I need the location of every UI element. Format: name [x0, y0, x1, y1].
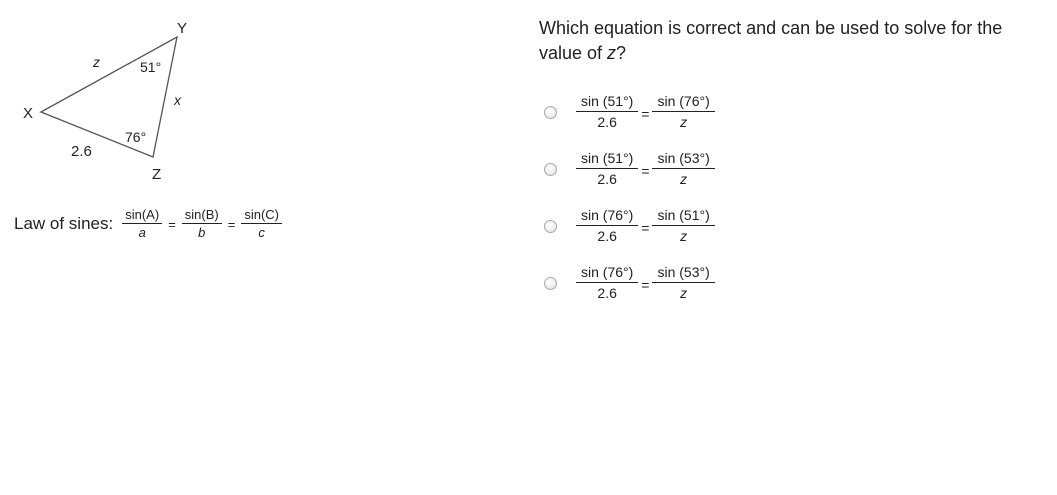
option-left-numerator: sin (76°): [576, 207, 638, 226]
option-left-fraction: [576, 93, 638, 131]
option-left-fraction: [576, 207, 638, 245]
option-equation: [576, 264, 715, 302]
answer-option-4[interactable]: [544, 264, 715, 302]
answer-option-1[interactable]: [544, 93, 715, 131]
law-denominator: a: [138, 225, 146, 240]
equals-sign: =: [641, 106, 650, 122]
option-left-numerator: sin (51°): [576, 93, 638, 112]
option-left-denominator: 2.6: [597, 285, 617, 301]
option-right-fraction: [652, 93, 714, 131]
option-right-numerator: sin (76°): [652, 93, 714, 112]
equals-sign: =: [641, 277, 650, 293]
question-prefix: Which equation is correct and can be used to solve for the value of: [539, 18, 1003, 63]
option-right-numerator: sin (51°): [652, 207, 714, 226]
law-numerator: sin(A): [122, 207, 162, 224]
law-numerator: sin(B): [182, 207, 222, 224]
radio-button[interactable]: [544, 106, 557, 119]
law-denominator: c: [258, 225, 265, 240]
law-fraction-c: [241, 207, 282, 240]
option-equation: [576, 207, 715, 245]
option-left-numerator: sin (51°): [576, 150, 638, 169]
radio-button[interactable]: [544, 163, 557, 176]
law-of-sines: [14, 207, 282, 240]
question-suffix: ?: [616, 43, 627, 63]
triangle-shape: [41, 37, 177, 157]
side-label-z: z: [93, 54, 100, 70]
option-left-fraction: [576, 264, 638, 302]
option-right-fraction: [652, 150, 714, 188]
side-label-2-6: 2.6: [71, 143, 92, 160]
law-numerator: sin(C): [241, 207, 282, 224]
option-left-denominator: 2.6: [597, 114, 617, 130]
angle-label-z: 76°: [125, 129, 147, 145]
law-of-sines-label: Law of sines:: [14, 213, 114, 233]
law-denominator: b: [198, 225, 206, 240]
option-right-denominator: z: [680, 171, 688, 187]
option-right-denominator: z: [680, 114, 688, 130]
answer-option-2[interactable]: [544, 150, 715, 188]
option-right-denominator: z: [680, 228, 688, 244]
equals-sign: =: [168, 217, 176, 232]
question-variable: z: [607, 43, 617, 63]
law-fraction-b: [182, 207, 222, 240]
angle-label-y: 51°: [140, 59, 162, 75]
option-right-fraction: [652, 207, 714, 245]
option-left-denominator: 2.6: [597, 228, 617, 244]
option-left-fraction: [576, 150, 638, 188]
option-right-numerator: sin (53°): [652, 264, 714, 283]
equals-sign: =: [227, 217, 236, 232]
triangle-diagram: [0, 0, 200, 190]
option-equation: [576, 150, 715, 188]
equals-sign: =: [641, 163, 650, 179]
option-right-fraction: [652, 264, 714, 302]
question-text: [539, 16, 1039, 66]
side-label-x: x: [174, 92, 181, 108]
vertex-label-y: Y: [177, 20, 188, 37]
vertex-label-x: X: [23, 105, 34, 122]
option-left-denominator: 2.6: [597, 171, 617, 187]
option-right-denominator: z: [680, 285, 688, 301]
vertex-label-z: Z: [152, 166, 162, 183]
option-left-numerator: sin (76°): [576, 264, 638, 283]
option-equation: [576, 93, 715, 131]
answer-option-3[interactable]: [544, 207, 715, 245]
radio-button[interactable]: [544, 277, 557, 290]
radio-button[interactable]: [544, 220, 557, 233]
equals-sign: =: [641, 220, 650, 236]
law-fraction-a: [122, 207, 162, 240]
option-right-numerator: sin (53°): [652, 150, 714, 169]
